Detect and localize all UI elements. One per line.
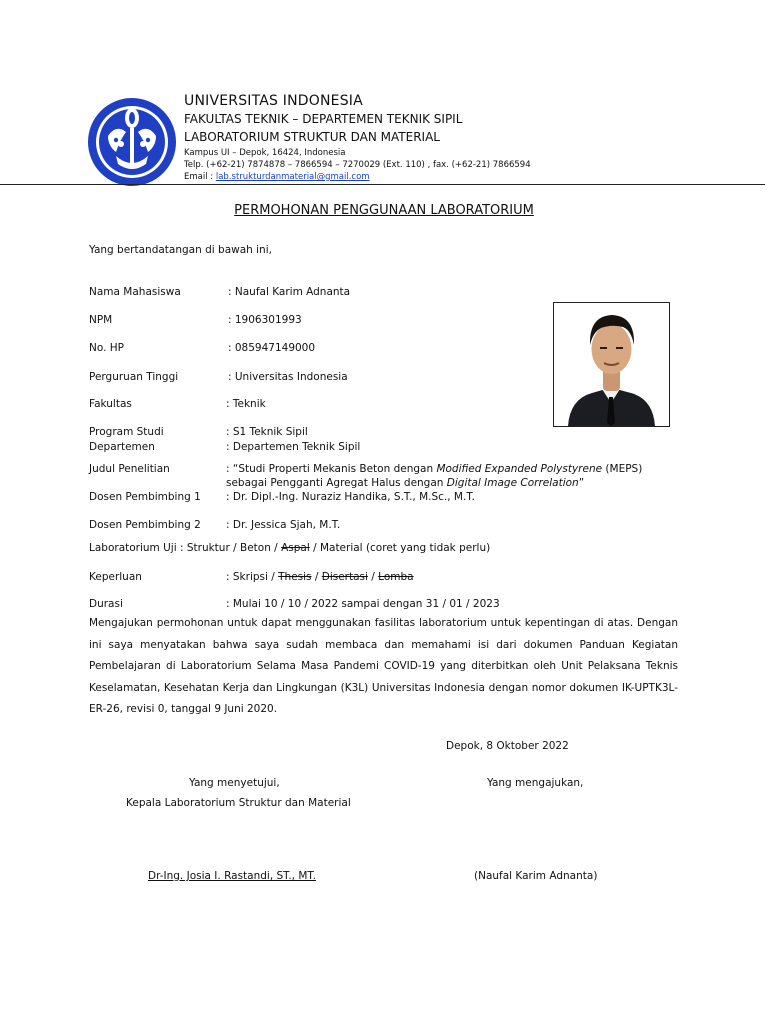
departemen-value: : Departemen Teknik Sipil xyxy=(226,441,361,453)
keperluan-skripsi: : Skripsi / xyxy=(226,571,279,583)
keperluan-sep-2: / xyxy=(367,571,379,583)
lab-name: LABORATORIUM STRUKTUR DAN MATERIAL xyxy=(184,130,440,144)
lab-uji-struck: Aspal xyxy=(281,542,310,554)
pt-value: : Universitas Indonesia xyxy=(228,371,348,383)
pt-label: Perguruan Tinggi xyxy=(89,371,179,383)
keperluan-thesis: Thesis xyxy=(278,571,312,583)
fakultas-value: : Teknik xyxy=(226,398,266,410)
statement-paragraph: Mengajukan permohonan untuk dapat menggunakan fasilitas laboratorium untuk kepentingan di atas. Dengan ini saya menyatakan bahwa saya sudah membaca dan memahami isi dari dokumen Panduan Kegiatan Pembelajaran di Laboratorium Selama Masa Pandemi COVID-19 yang diterbitkan oleh Unit Pelaksana Teknis Keselamatan, Kesehatan Kerja dan Lingkungan (K3L) Universitas Indonesia dengan nomor dokumen IK-UPTK3L-ER-26, revisi 0, tanggal 9 Juni 2020. xyxy=(89,617,678,715)
judul-text-2a: sebagai Pengganti Agregat Halus dengan xyxy=(226,477,447,489)
judul-line-2 xyxy=(226,477,584,489)
durasi-value: : Mulai 10 / 10 / 2022 sampai dengan 31 / 01 / 2023 xyxy=(226,598,500,610)
dosen1-value: : Dr. Dipl.-Ing. Nuraziz Handika, S.T., M.Sc., M.T. xyxy=(226,491,475,503)
applicant-name: (Naufal Karim Adnanta) xyxy=(474,870,598,882)
dosen2-value: : Dr. Jessica Sjah, M.T. xyxy=(226,519,341,531)
university-name: UNIVERSITAS INDONESIA xyxy=(184,93,363,109)
judul-text-1a: : “Studi Properti Mekanis Beton dengan xyxy=(226,463,437,475)
prodi-label: Program Studi xyxy=(89,426,164,438)
email-label: Email : xyxy=(184,172,216,182)
fakultas-label: Fakultas xyxy=(89,398,132,410)
durasi-label: Durasi xyxy=(89,598,123,610)
judul-text-2i: Digital Image Correlation xyxy=(446,477,579,489)
keperluan-lomba: Lomba xyxy=(378,571,414,583)
judul-label: Judul Penelitian xyxy=(89,463,170,475)
keperluan-disertasi: Disertasi xyxy=(321,571,368,583)
lab-uji-line xyxy=(89,542,490,554)
portrait-image xyxy=(554,303,669,426)
intro-text: Yang bertandatangan di bawah ini, xyxy=(89,244,272,256)
dosen1-label: Dosen Pembimbing 1 xyxy=(89,491,201,503)
npm-value: : 1906301993 xyxy=(228,314,302,326)
email-line xyxy=(184,172,370,182)
lab-uji-text-b: / Material (coret yang tidak perlu) xyxy=(309,542,491,554)
approver-role: Kepala Laboratorium Struktur dan Material xyxy=(126,797,351,809)
judul-text-1i: Modified Expanded Polystyrene xyxy=(436,463,603,475)
nama-value: : Naufal Karim Adnanta xyxy=(228,286,351,298)
hp-label: No. HP xyxy=(89,342,124,354)
approver-title: Yang menyetujui, xyxy=(189,777,280,789)
place-date: Depok, 8 Oktober 2022 xyxy=(446,740,569,752)
judul-text-2b: ” xyxy=(578,477,585,489)
email-link[interactable]: lab.strukturdanmaterial@gmail.com xyxy=(215,172,370,182)
keperluan-value xyxy=(226,571,414,583)
keperluan-sep-1: / xyxy=(311,571,322,583)
nama-label: Nama Mahasiswa xyxy=(89,286,181,298)
header-rule xyxy=(0,184,765,185)
applicant-photo xyxy=(553,302,670,427)
hp-value: : 085947149000 xyxy=(228,342,316,354)
applicant-title: Yang mengajukan, xyxy=(487,777,584,789)
address: Kampus UI – Depok, 16424, Indonesia xyxy=(184,148,346,158)
npm-label: NPM xyxy=(89,314,113,326)
keperluan-label: Keperluan xyxy=(89,571,142,583)
phone: Telp. (+62-21) 7874878 – 7866594 – 7270029 (Ext. 110) , fax. (+62-21) 7866594 xyxy=(184,160,531,170)
judul-line-1 xyxy=(226,463,642,475)
document-title: PERMOHONAN PENGGUNAAN LABORATORIUM xyxy=(234,203,534,218)
dosen2-label: Dosen Pembimbing 2 xyxy=(89,519,201,531)
prodi-value: : S1 Teknik Sipil xyxy=(226,426,308,438)
departemen-label: Departemen xyxy=(89,441,155,453)
university-logo xyxy=(86,96,178,188)
faculty-name: FAKULTAS TEKNIK – DEPARTEMEN TEKNIK SIPIL xyxy=(184,112,463,126)
judul-text-1b: (MEPS) xyxy=(602,463,643,475)
approver-name: Dr-Ing. Josia I. Rastandi, ST., MT. xyxy=(148,870,316,882)
lab-uji-text-a: Laboratorium Uji : Struktur / Beton / xyxy=(89,542,282,554)
